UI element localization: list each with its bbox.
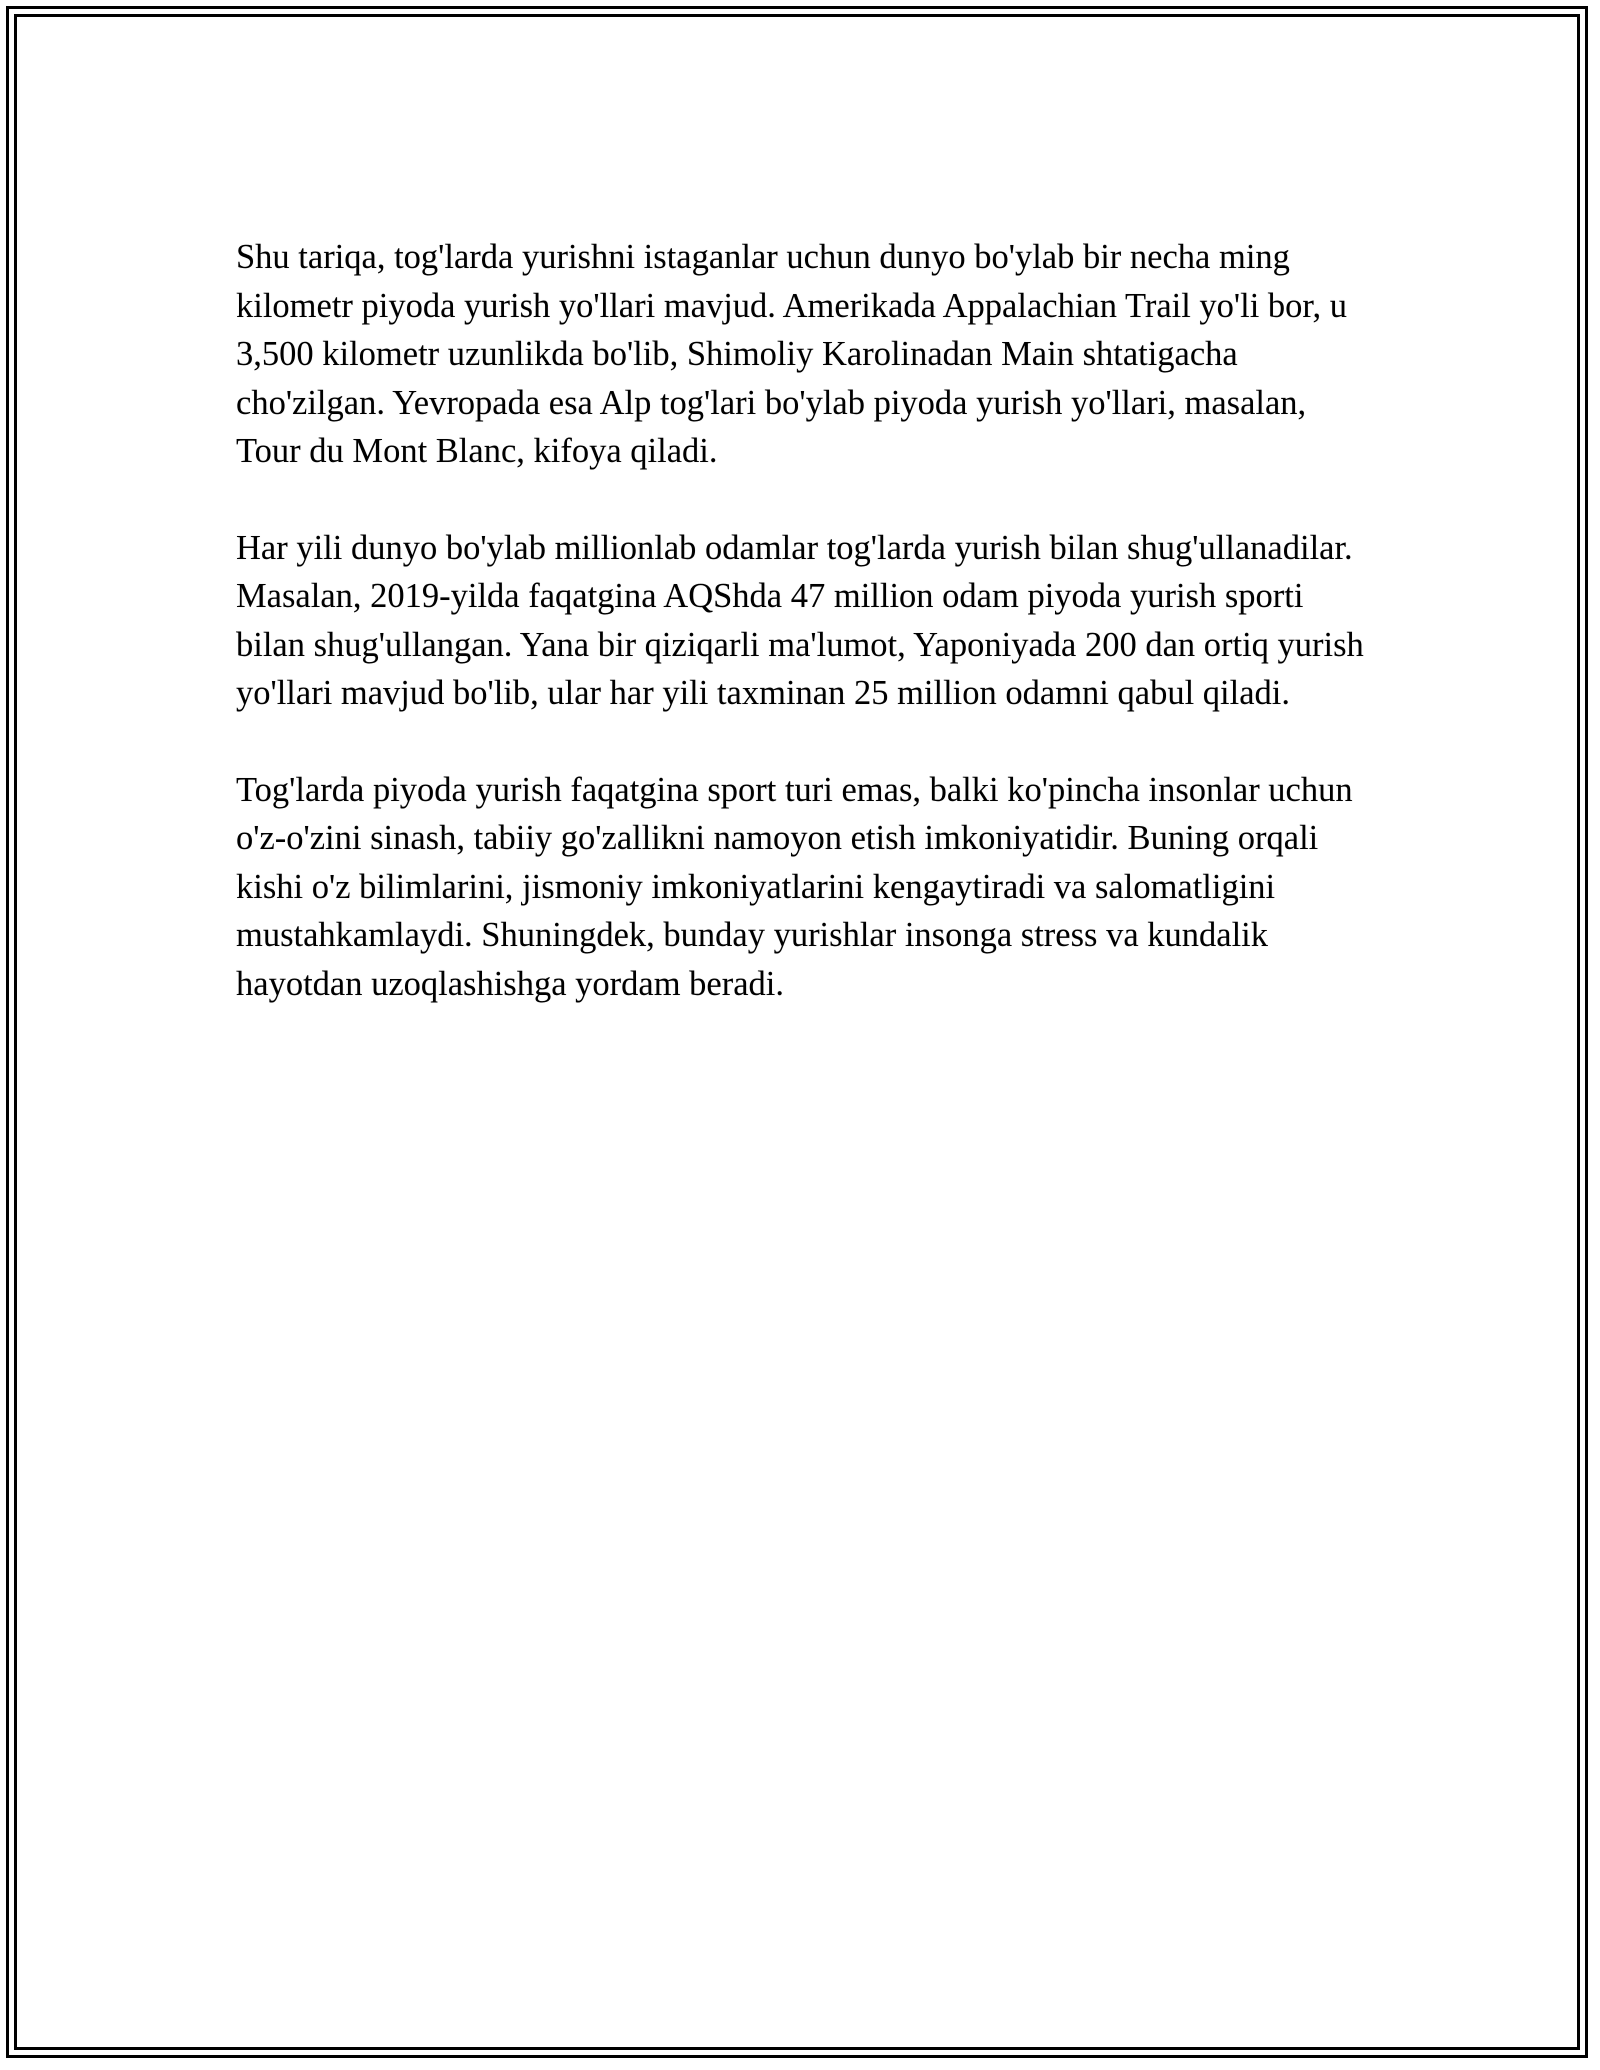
paragraph-3: Tog'larda piyoda yurish faqatgina sport turi emas, balki ko'pincha insonlar uchun o'z-o'zini sinash, tabiiy go'zallikni namoyon etish imkoniyatidir. Buning orqali kishi o'z bilimlarini, jismoniy imkoniyatlarini kengaytiradi va salomatligini mustahkamlaydi. Shuningdek, bunday yurishlar insonga stress va kundalik hayotdan uzoqlashishga yordam beradi.	[236, 770, 1353, 1003]
paragraph-1: Shu tariqa, tog'larda yurishni istaganlar uchun dunyo bo'ylab bir necha ming kilometr piyoda yurish yo'llari mavjud. Amerikada Appalachian Trail yo'li bor, u 3,500 kilometr uzunlikda bo'lib, Shimoliy Karolinadan Main shtatigacha cho'zilgan. Yevropada esa Alp tog'lari bo'ylab piyoda yurish yo'llari, masalan, Tour du Mont Blanc, kifoya qiladi.	[236, 238, 1348, 470]
document-body	[236, 233, 1376, 1056]
paragraph-2: Har yili dunyo bo'ylab millionlab odamlar tog'larda yurish bilan shug'ullanadilar. Masalan, 2019-yilda faqatgina AQShda 47 million odam piyoda yurish sporti bilan shug'ullangan. Yana bir qiziqarli ma'lumot, Yaponiyada 200 dan ortiq yurish yo'llari mavjud bo'lib, ular har yili taxminan 25 million odamni qabul qiladi.	[236, 528, 1364, 712]
